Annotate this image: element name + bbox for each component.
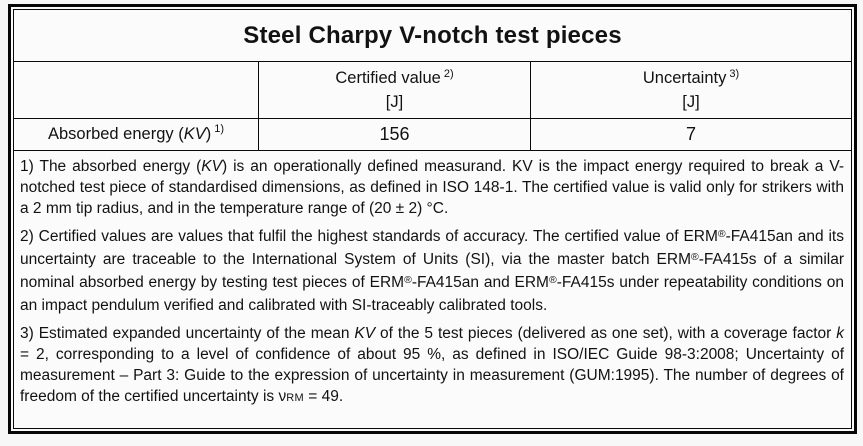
footnote-1-text-cont: ) is an operationally defined measurand. KV is the impact energy required to break a V-notched test piece of standardised dimensions, as defined in ISO 148-1. The certified value is valid only for strikers with a 2 mm tip radius, and in the temperature range of (20 ± 2) °C. [20, 158, 844, 217]
header-cell-uncertainty [530, 62, 851, 118]
footnote-2-text: 2) Certified values are values that fulfil the highest standards of accuracy. The certified value of ERM [20, 228, 718, 245]
footnote-2 [20, 226, 844, 316]
footnote-3-text-cont-2: = 2, corresponding to a level of confidence of about 95 %, as defined in ISO/IEC Guide 98-3:2008; Uncertainty of measurement – Part 3: Guide to the expression of uncertainty in measurement (GUM:1995). The number of degrees of freedom of the certified uncertainty is [20, 346, 844, 405]
certificate-table-outer-border [8, 4, 857, 434]
row-footnote-ref: 1) [214, 122, 225, 135]
certified-value-label: Certified value [335, 69, 441, 87]
row-label-cell [14, 119, 258, 150]
footnote-2-text-cont-2: -FA415s of a similar nominal absorbed energy by testing test pieces of ERM [20, 251, 844, 291]
footnote-1 [20, 156, 844, 219]
registered-trademark-icon: ® [717, 228, 726, 240]
footnote-3-text: 3) Estimated expanded uncertainty of the mean [20, 325, 355, 342]
registered-trademark-icon: ® [691, 251, 699, 263]
header-cell-empty [14, 62, 258, 118]
footnote-3-text-cont-1: of the 5 test pieces (delivered as one set), with a coverage factor [375, 325, 837, 342]
uncertainty-header [643, 67, 739, 91]
row-label-suffix: ) [205, 125, 212, 143]
footnote-2-text-cont-1: -FA415an and its uncertainty are traceable to the International System of Units (SI), via the master batch ERM [20, 228, 844, 268]
row-label-prefix: Absorbed energy ( [47, 125, 184, 143]
uncertainty-value-cell: 7 [530, 119, 851, 150]
page-title: Steel Charpy V-notch test pieces [243, 21, 622, 49]
table-title-row [14, 10, 851, 62]
table-data-row [14, 119, 851, 151]
footnote-3-k-italic: k [836, 325, 844, 342]
uncertainty-unit: [J] [682, 93, 700, 111]
footnote-2-text-cont-4: -FA415s under repeatability conditions on an impact pendulum verified and calibrated with SI-traceably calibrated tools. [20, 274, 844, 314]
registered-trademark-icon: ® [548, 274, 557, 286]
registered-trademark-icon: ® [404, 274, 412, 286]
footnote-3-nu-symbol: ν [278, 388, 287, 405]
footnote-2-text-cont-3: -FA415an and ERM [411, 274, 549, 291]
certificate-table [13, 9, 852, 429]
row-label-symbol: KV [183, 125, 206, 143]
footnote-1-kv-italic: KV [201, 158, 222, 175]
footnote-3-kv-italic: KV [354, 325, 376, 342]
certified-value-cell: 156 [258, 119, 530, 150]
footnotes-section [14, 151, 851, 428]
footnote-1-text: 1) The absorbed energy ( [20, 158, 202, 175]
footnote-3-text-end: = 49. [303, 388, 344, 405]
footnote-3 [20, 323, 844, 409]
footnote-3-nu-subscript: RM [286, 392, 304, 404]
table-header-row [14, 62, 851, 119]
header-cell-certified-value [258, 62, 530, 118]
certified-value-unit: [J] [385, 93, 404, 111]
uncertainty-footnote-ref: 3) [729, 68, 740, 80]
uncertainty-label: Uncertainty [642, 69, 727, 87]
certified-value-footnote-ref: 2) [443, 68, 454, 80]
certified-value-header [335, 67, 453, 91]
